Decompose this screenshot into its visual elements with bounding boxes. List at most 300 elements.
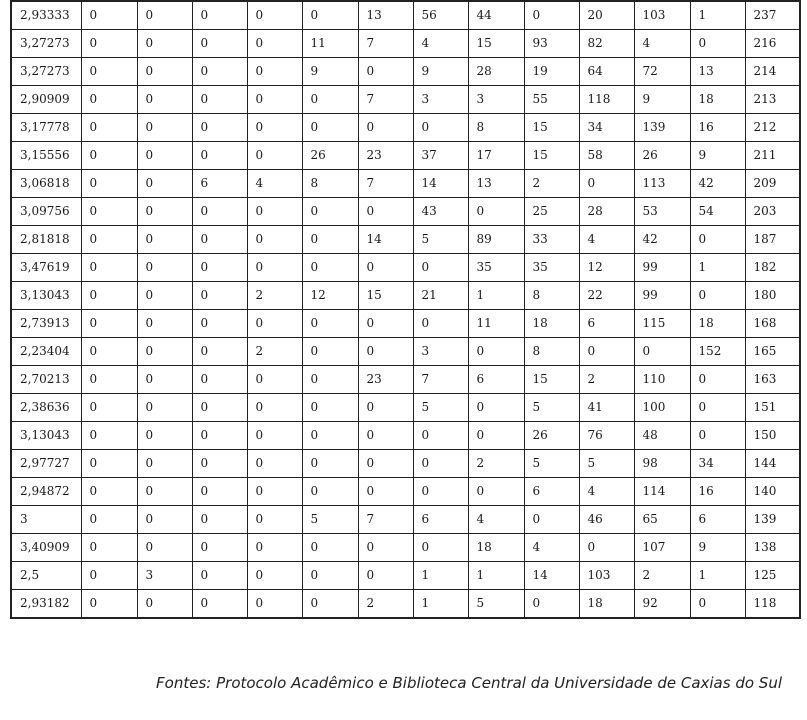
table-cell: 19 bbox=[524, 58, 579, 86]
table-cell: 0 bbox=[81, 394, 137, 422]
table-cell: 0 bbox=[302, 310, 358, 338]
table-cell: 8 bbox=[524, 338, 579, 366]
table-cell: 163 bbox=[745, 366, 800, 394]
table-cell-ratio: 2,90909 bbox=[11, 86, 81, 114]
table-cell: 1 bbox=[690, 1, 745, 30]
table-cell: 82 bbox=[579, 30, 634, 58]
table-cell: 92 bbox=[634, 590, 690, 619]
table-cell-ratio: 2,97727 bbox=[11, 450, 81, 478]
table-cell: 168 bbox=[745, 310, 800, 338]
table-cell: 0 bbox=[358, 254, 413, 282]
table-cell: 0 bbox=[247, 590, 302, 619]
table-cell: 103 bbox=[579, 562, 634, 590]
table-cell: 0 bbox=[358, 310, 413, 338]
table-cell: 15 bbox=[468, 30, 524, 58]
table-cell: 0 bbox=[579, 338, 634, 366]
table-cell-ratio: 2,70213 bbox=[11, 366, 81, 394]
table-cell: 4 bbox=[247, 170, 302, 198]
table-cell: 6 bbox=[192, 170, 247, 198]
table-cell: 58 bbox=[579, 142, 634, 170]
table-cell: 0 bbox=[247, 114, 302, 142]
table-cell: 0 bbox=[358, 422, 413, 450]
table-cell: 5 bbox=[413, 394, 468, 422]
table-cell: 3 bbox=[413, 86, 468, 114]
table-cell: 211 bbox=[745, 142, 800, 170]
table-cell: 0 bbox=[81, 226, 137, 254]
table-cell: 0 bbox=[81, 562, 137, 590]
table-cell: 46 bbox=[579, 506, 634, 534]
table-cell: 0 bbox=[413, 422, 468, 450]
table-cell-ratio: 3,27273 bbox=[11, 30, 81, 58]
table-cell: 0 bbox=[81, 534, 137, 562]
table-cell: 0 bbox=[302, 450, 358, 478]
table-cell: 0 bbox=[137, 30, 192, 58]
table-cell: 53 bbox=[634, 198, 690, 226]
table-cell: 72 bbox=[634, 58, 690, 86]
table-cell: 2 bbox=[634, 562, 690, 590]
table-row bbox=[11, 226, 800, 254]
table-cell: 0 bbox=[302, 254, 358, 282]
table-cell: 26 bbox=[634, 142, 690, 170]
table-cell: 0 bbox=[137, 58, 192, 86]
table-row bbox=[11, 534, 800, 562]
table-row bbox=[11, 310, 800, 338]
table-cell: 14 bbox=[358, 226, 413, 254]
table-cell: 23 bbox=[358, 142, 413, 170]
table-cell: 14 bbox=[524, 562, 579, 590]
table-row bbox=[11, 338, 800, 366]
table-row bbox=[11, 142, 800, 170]
table-cell: 4 bbox=[579, 226, 634, 254]
table-cell: 0 bbox=[690, 226, 745, 254]
table-cell-ratio: 3,06818 bbox=[11, 170, 81, 198]
table-row bbox=[11, 30, 800, 58]
table-cell: 3 bbox=[413, 338, 468, 366]
table-cell: 4 bbox=[524, 534, 579, 562]
table-cell: 0 bbox=[302, 86, 358, 114]
table-cell: 4 bbox=[468, 506, 524, 534]
table-cell: 7 bbox=[358, 506, 413, 534]
table-cell: 0 bbox=[81, 422, 137, 450]
table-cell: 35 bbox=[524, 254, 579, 282]
table-cell: 0 bbox=[137, 282, 192, 310]
table-cell-ratio: 2,93333 bbox=[11, 1, 81, 30]
table-cell: 15 bbox=[358, 282, 413, 310]
table-cell: 1 bbox=[468, 562, 524, 590]
table-cell: 0 bbox=[247, 30, 302, 58]
table-cell: 0 bbox=[247, 422, 302, 450]
table-cell: 0 bbox=[137, 394, 192, 422]
table-cell: 0 bbox=[192, 282, 247, 310]
table-row bbox=[11, 198, 800, 226]
table-cell: 0 bbox=[81, 86, 137, 114]
table-cell-ratio: 3,09756 bbox=[11, 198, 81, 226]
table-cell-ratio: 3 bbox=[11, 506, 81, 534]
table-cell: 0 bbox=[247, 58, 302, 86]
table-cell: 0 bbox=[81, 142, 137, 170]
table-cell: 0 bbox=[247, 142, 302, 170]
table-cell: 0 bbox=[247, 394, 302, 422]
table-row bbox=[11, 590, 800, 619]
table-cell: 0 bbox=[302, 422, 358, 450]
table-cell: 33 bbox=[524, 226, 579, 254]
table-cell: 0 bbox=[137, 478, 192, 506]
table-cell: 0 bbox=[247, 198, 302, 226]
table-cell: 6 bbox=[468, 366, 524, 394]
table-cell-ratio: 2,93182 bbox=[11, 590, 81, 619]
table-cell-ratio: 2,73913 bbox=[11, 310, 81, 338]
table-cell: 213 bbox=[745, 86, 800, 114]
table-cell: 0 bbox=[302, 590, 358, 619]
table-cell: 56 bbox=[413, 1, 468, 30]
table-cell: 114 bbox=[634, 478, 690, 506]
table-cell: 150 bbox=[745, 422, 800, 450]
data-table-wrapper bbox=[10, 0, 799, 619]
table-cell: 0 bbox=[81, 58, 137, 86]
table-cell: 18 bbox=[579, 590, 634, 619]
table-cell: 0 bbox=[358, 534, 413, 562]
table-cell: 0 bbox=[247, 226, 302, 254]
table-cell: 28 bbox=[468, 58, 524, 86]
table-cell: 5 bbox=[413, 226, 468, 254]
table-cell: 0 bbox=[137, 366, 192, 394]
table-cell: 6 bbox=[524, 478, 579, 506]
table-cell: 0 bbox=[192, 1, 247, 30]
table-cell: 0 bbox=[302, 394, 358, 422]
table-cell: 7 bbox=[358, 170, 413, 198]
table-cell: 0 bbox=[137, 86, 192, 114]
table-cell: 1 bbox=[468, 282, 524, 310]
table-cell: 0 bbox=[468, 478, 524, 506]
table-cell: 0 bbox=[413, 310, 468, 338]
table-cell: 2 bbox=[247, 282, 302, 310]
table-body bbox=[11, 1, 800, 618]
table-cell: 98 bbox=[634, 450, 690, 478]
table-cell: 0 bbox=[413, 478, 468, 506]
table-row bbox=[11, 506, 800, 534]
table-cell: 3 bbox=[137, 562, 192, 590]
table-cell: 0 bbox=[302, 562, 358, 590]
table-cell: 5 bbox=[302, 506, 358, 534]
table-cell: 118 bbox=[579, 86, 634, 114]
table-cell: 138 bbox=[745, 534, 800, 562]
table-cell: 107 bbox=[634, 534, 690, 562]
table-cell: 180 bbox=[745, 282, 800, 310]
table-cell: 76 bbox=[579, 422, 634, 450]
table-cell: 28 bbox=[579, 198, 634, 226]
table-cell: 2 bbox=[579, 366, 634, 394]
table-cell: 99 bbox=[634, 254, 690, 282]
table-cell: 13 bbox=[468, 170, 524, 198]
table-cell: 48 bbox=[634, 422, 690, 450]
table-cell: 139 bbox=[745, 506, 800, 534]
table-cell: 100 bbox=[634, 394, 690, 422]
table-cell-ratio: 2,38636 bbox=[11, 394, 81, 422]
table-cell: 0 bbox=[413, 254, 468, 282]
table-cell: 7 bbox=[358, 30, 413, 58]
table-cell: 1 bbox=[690, 562, 745, 590]
table-cell: 0 bbox=[81, 310, 137, 338]
table-cell: 0 bbox=[358, 394, 413, 422]
table-cell: 0 bbox=[192, 450, 247, 478]
table-cell: 203 bbox=[745, 198, 800, 226]
table-cell: 0 bbox=[302, 226, 358, 254]
table-cell: 0 bbox=[192, 86, 247, 114]
table-cell: 15 bbox=[524, 142, 579, 170]
table-cell: 0 bbox=[358, 478, 413, 506]
table-cell: 9 bbox=[690, 534, 745, 562]
table-cell: 0 bbox=[137, 422, 192, 450]
table-cell: 17 bbox=[468, 142, 524, 170]
table-cell-ratio: 3,13043 bbox=[11, 282, 81, 310]
table-cell: 0 bbox=[192, 58, 247, 86]
table-cell: 0 bbox=[413, 450, 468, 478]
table-cell: 0 bbox=[468, 394, 524, 422]
table-cell: 0 bbox=[192, 562, 247, 590]
table-row bbox=[11, 1, 800, 30]
source-caption: Fontes: Protocolo Acadêmico e Biblioteca Central da Universidade de Caxias do Sul bbox=[156, 674, 782, 692]
table-cell: 0 bbox=[137, 310, 192, 338]
table-cell: 0 bbox=[137, 226, 192, 254]
table-cell: 9 bbox=[302, 58, 358, 86]
table-cell: 0 bbox=[81, 338, 137, 366]
table-cell: 7 bbox=[358, 86, 413, 114]
table-cell: 34 bbox=[579, 114, 634, 142]
table-cell: 0 bbox=[192, 366, 247, 394]
table-cell: 0 bbox=[413, 534, 468, 562]
table-cell-ratio: 3,13043 bbox=[11, 422, 81, 450]
table-cell: 0 bbox=[81, 450, 137, 478]
table-cell: 0 bbox=[192, 506, 247, 534]
table-cell: 8 bbox=[524, 282, 579, 310]
table-cell: 125 bbox=[745, 562, 800, 590]
table-cell: 8 bbox=[468, 114, 524, 142]
table-cell: 4 bbox=[413, 30, 468, 58]
table-cell: 0 bbox=[358, 562, 413, 590]
table-cell: 113 bbox=[634, 170, 690, 198]
table-cell: 151 bbox=[745, 394, 800, 422]
table-cell: 4 bbox=[634, 30, 690, 58]
table-cell: 2 bbox=[247, 338, 302, 366]
table-cell: 0 bbox=[81, 114, 137, 142]
table-cell: 139 bbox=[634, 114, 690, 142]
table-cell: 0 bbox=[247, 366, 302, 394]
table-cell: 0 bbox=[247, 562, 302, 590]
table-cell: 0 bbox=[137, 506, 192, 534]
table-cell: 9 bbox=[413, 58, 468, 86]
table-cell: 216 bbox=[745, 30, 800, 58]
table-cell: 13 bbox=[358, 1, 413, 30]
table-cell: 144 bbox=[745, 450, 800, 478]
table-cell: 9 bbox=[690, 142, 745, 170]
table-cell: 152 bbox=[690, 338, 745, 366]
table-cell: 110 bbox=[634, 366, 690, 394]
table-cell: 18 bbox=[468, 534, 524, 562]
table-cell: 0 bbox=[524, 506, 579, 534]
table-cell: 6 bbox=[413, 506, 468, 534]
table-cell: 8 bbox=[302, 170, 358, 198]
table-cell: 0 bbox=[579, 534, 634, 562]
table-cell: 64 bbox=[579, 58, 634, 86]
table-cell: 0 bbox=[137, 198, 192, 226]
table-cell: 237 bbox=[745, 1, 800, 30]
table-cell: 16 bbox=[690, 114, 745, 142]
table-cell: 12 bbox=[579, 254, 634, 282]
table-cell: 65 bbox=[634, 506, 690, 534]
table-cell: 0 bbox=[192, 226, 247, 254]
table-cell: 0 bbox=[137, 1, 192, 30]
table-row bbox=[11, 170, 800, 198]
table-cell: 0 bbox=[247, 534, 302, 562]
table-cell: 0 bbox=[137, 254, 192, 282]
table-cell: 93 bbox=[524, 30, 579, 58]
table-cell: 54 bbox=[690, 198, 745, 226]
table-cell: 13 bbox=[690, 58, 745, 86]
table-cell: 103 bbox=[634, 1, 690, 30]
table-cell: 0 bbox=[137, 338, 192, 366]
table-cell-ratio: 2,81818 bbox=[11, 226, 81, 254]
table-cell: 23 bbox=[358, 366, 413, 394]
table-cell: 7 bbox=[413, 366, 468, 394]
table-cell: 0 bbox=[413, 114, 468, 142]
table-cell: 41 bbox=[579, 394, 634, 422]
table-cell: 0 bbox=[247, 86, 302, 114]
table-row bbox=[11, 86, 800, 114]
table-cell: 0 bbox=[81, 254, 137, 282]
table-cell: 0 bbox=[192, 590, 247, 619]
table-cell: 0 bbox=[690, 366, 745, 394]
table-cell: 15 bbox=[524, 114, 579, 142]
table-cell: 212 bbox=[745, 114, 800, 142]
table-cell: 209 bbox=[745, 170, 800, 198]
table-cell: 0 bbox=[468, 338, 524, 366]
table-cell: 0 bbox=[192, 254, 247, 282]
table-cell: 0 bbox=[137, 534, 192, 562]
table-cell: 0 bbox=[690, 590, 745, 619]
table-cell: 0 bbox=[81, 366, 137, 394]
table-cell: 0 bbox=[358, 338, 413, 366]
table-cell: 5 bbox=[468, 590, 524, 619]
table-cell: 165 bbox=[745, 338, 800, 366]
table-cell: 26 bbox=[524, 422, 579, 450]
table-row bbox=[11, 562, 800, 590]
table-cell: 0 bbox=[81, 1, 137, 30]
table-cell: 182 bbox=[745, 254, 800, 282]
table-cell: 0 bbox=[634, 338, 690, 366]
table-cell: 26 bbox=[302, 142, 358, 170]
table-cell: 214 bbox=[745, 58, 800, 86]
table-row bbox=[11, 114, 800, 142]
table-cell: 0 bbox=[137, 114, 192, 142]
table-cell: 15 bbox=[524, 366, 579, 394]
table-cell-ratio: 3,27273 bbox=[11, 58, 81, 86]
table-cell: 118 bbox=[745, 590, 800, 619]
table-cell: 0 bbox=[137, 142, 192, 170]
table-cell: 0 bbox=[192, 394, 247, 422]
table-cell: 0 bbox=[192, 30, 247, 58]
table-cell: 0 bbox=[247, 310, 302, 338]
table-cell: 44 bbox=[468, 1, 524, 30]
table-cell: 0 bbox=[247, 506, 302, 534]
data-table bbox=[10, 0, 801, 619]
table-row bbox=[11, 422, 800, 450]
table-cell: 21 bbox=[413, 282, 468, 310]
table-cell-ratio: 3,15556 bbox=[11, 142, 81, 170]
table-cell: 1 bbox=[413, 562, 468, 590]
table-row bbox=[11, 450, 800, 478]
table-cell: 20 bbox=[579, 1, 634, 30]
table-cell: 0 bbox=[192, 142, 247, 170]
table-cell: 42 bbox=[634, 226, 690, 254]
table-cell: 25 bbox=[524, 198, 579, 226]
table-cell: 1 bbox=[690, 254, 745, 282]
table-cell: 11 bbox=[468, 310, 524, 338]
table-cell: 0 bbox=[302, 366, 358, 394]
table-cell: 0 bbox=[247, 478, 302, 506]
table-row bbox=[11, 478, 800, 506]
table-cell: 0 bbox=[81, 590, 137, 619]
table-cell: 0 bbox=[81, 170, 137, 198]
table-cell: 0 bbox=[302, 198, 358, 226]
table-cell: 0 bbox=[524, 590, 579, 619]
table-cell: 0 bbox=[137, 170, 192, 198]
table-cell: 42 bbox=[690, 170, 745, 198]
table-cell-ratio: 2,23404 bbox=[11, 338, 81, 366]
table-cell: 0 bbox=[247, 1, 302, 30]
table-cell: 0 bbox=[192, 534, 247, 562]
table-cell: 6 bbox=[690, 506, 745, 534]
table-cell: 0 bbox=[358, 58, 413, 86]
table-row bbox=[11, 58, 800, 86]
table-cell-ratio: 3,17778 bbox=[11, 114, 81, 142]
table-cell: 0 bbox=[81, 478, 137, 506]
table-row bbox=[11, 394, 800, 422]
table-cell: 0 bbox=[81, 282, 137, 310]
table-cell: 187 bbox=[745, 226, 800, 254]
table-cell: 4 bbox=[579, 478, 634, 506]
table-cell: 0 bbox=[137, 450, 192, 478]
table-cell: 18 bbox=[690, 86, 745, 114]
table-cell: 0 bbox=[468, 422, 524, 450]
table-cell-ratio: 3,47619 bbox=[11, 254, 81, 282]
table-cell: 12 bbox=[302, 282, 358, 310]
table-cell: 0 bbox=[302, 478, 358, 506]
table-row bbox=[11, 282, 800, 310]
table-cell: 0 bbox=[358, 450, 413, 478]
table-cell: 5 bbox=[524, 450, 579, 478]
table-cell: 6 bbox=[579, 310, 634, 338]
table-cell-ratio: 3,40909 bbox=[11, 534, 81, 562]
table-cell: 9 bbox=[634, 86, 690, 114]
table-cell: 0 bbox=[579, 170, 634, 198]
table-cell: 0 bbox=[192, 422, 247, 450]
table-cell: 2 bbox=[524, 170, 579, 198]
table-cell: 2 bbox=[468, 450, 524, 478]
table-cell: 140 bbox=[745, 478, 800, 506]
table-cell: 0 bbox=[690, 30, 745, 58]
table-cell: 0 bbox=[192, 478, 247, 506]
table-cell: 0 bbox=[81, 30, 137, 58]
table-cell: 0 bbox=[192, 310, 247, 338]
table-cell: 18 bbox=[524, 310, 579, 338]
table-cell: 18 bbox=[690, 310, 745, 338]
table-cell-ratio: 2,94872 bbox=[11, 478, 81, 506]
table-cell: 0 bbox=[247, 450, 302, 478]
table-cell: 5 bbox=[579, 450, 634, 478]
table-cell: 5 bbox=[524, 394, 579, 422]
table-cell: 1 bbox=[413, 590, 468, 619]
table-cell: 14 bbox=[413, 170, 468, 198]
